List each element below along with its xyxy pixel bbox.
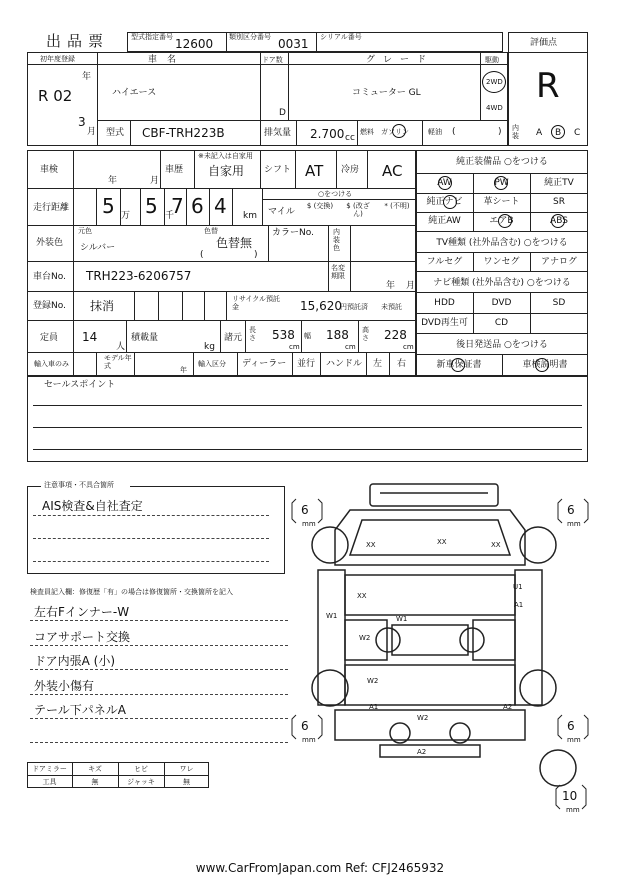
capacity-label: 定員 (40, 333, 59, 343)
navi-cd: CD (494, 318, 509, 328)
inspector-label: 検査員記入欄：修復歴「有」の場合は修復箇所・交換箇所を記入 (30, 588, 233, 596)
color-label: 外装色 (36, 238, 64, 248)
interior-b: B (555, 128, 562, 138)
recycle-unpaid: 未預託 (381, 303, 402, 311)
tire-depth-rr: 6 (567, 719, 575, 733)
shift-label: シフト (264, 165, 292, 175)
fuel-other-close: ) (498, 127, 502, 137)
usage-note: ※未記入は自家用 (198, 152, 253, 160)
vehicle-type: CBF-TRH223B (142, 126, 225, 140)
tire-fl-mm: mm (302, 520, 316, 528)
load-kg: kg (204, 342, 215, 352)
shaken-month-unit: 月 (150, 176, 160, 186)
note-line-1: AIS検査&自社査定 (42, 499, 143, 513)
interior-a: A (536, 128, 543, 138)
inspector-line-3: ドア内張A (小) (34, 654, 116, 668)
import-kind-label: 輸入区分 (198, 360, 226, 368)
legend-v-3: ジャッキ (127, 778, 155, 786)
handle-left: 左 (373, 359, 383, 369)
mileage-digit-4: 6 (191, 194, 204, 218)
shaken-label: 車検 (40, 165, 59, 175)
mark-bumper-a2: A2 (417, 748, 427, 756)
month-unit: 月 (87, 127, 97, 137)
notes-title: 注意事項・不具合箇所 (44, 481, 114, 489)
inspector-line-1: 左右Fインナー-W (34, 605, 130, 619)
import-parallel: 並行 (297, 359, 316, 369)
equipment-title: 純正装備品 ○をつける (456, 157, 548, 167)
name-change-label: 名変期限 (331, 264, 345, 280)
tire-fr-mm: mm (567, 520, 581, 528)
mileage-digit-1: 5 (102, 194, 115, 218)
later-warranty: 新車保証書 (436, 360, 482, 370)
displacement: 2.700 (310, 127, 345, 141)
equip-tv: 純正TV (544, 178, 574, 188)
shift: AT (305, 162, 324, 180)
handle-label: ハンドル (326, 359, 363, 369)
mark-hood: XX (437, 538, 447, 546)
model-code: 12600 (175, 37, 214, 51)
interior-color-label: 内装色 (333, 228, 340, 252)
mark-left-w2: W2 (359, 634, 371, 642)
navi-title: ナビ種類 (社外品含む) ○をつける (433, 278, 571, 288)
orig-color: シルバー (80, 243, 116, 253)
mark-center-w1: W1 (396, 615, 408, 623)
mileage-tampered: $ (改ざん) (346, 202, 370, 218)
class-code: 0031 (278, 37, 309, 51)
color-paren-open: ( (200, 250, 204, 260)
model-code-label: 型式指定番号 (131, 33, 173, 41)
name-change-year-unit: 年 (386, 281, 396, 291)
fuel-other-open: ( (452, 127, 456, 137)
later-title: 後日発送品 ○をつける (456, 340, 548, 350)
shaken-year-unit: 年 (108, 176, 118, 186)
tire-depth-rl: 6 (301, 719, 309, 733)
mark-left-rear-w2: W2 (367, 677, 379, 685)
tv-analog: アナログ (540, 257, 577, 267)
color-no-label: カラーNo. (272, 228, 314, 238)
color-change: 色替無 (216, 236, 253, 250)
width-cm: cm (345, 343, 356, 351)
first-reg-label: 初年度登録 (40, 55, 75, 63)
mileage-exchange: $ (交換) (306, 202, 334, 210)
import-dealer: ディーラー (242, 359, 287, 369)
car-name: ハイエース (112, 88, 157, 98)
mark-rear-w2: W2 (417, 714, 429, 722)
chassis-label: 車台No. (33, 272, 66, 282)
inspector-line-5: テール下パネルA (34, 703, 126, 717)
equip-abs: ABS (550, 216, 568, 226)
recycle-unit: 円預託済 (340, 303, 368, 311)
drive-label: 駆動 (485, 56, 499, 64)
capacity: 14 (82, 330, 98, 344)
height: 228 (384, 328, 407, 342)
footer-watermark: www.CarFromJapan.com Ref: CFJ2465932 (195, 861, 445, 875)
color-paren-close: ) (254, 250, 258, 260)
mileage-label: 走行距離 (33, 203, 70, 213)
mark-left-w1: W1 (326, 612, 338, 620)
tire-depth-fl: 6 (301, 503, 309, 517)
height-cm: cm (403, 343, 414, 351)
mileage-unknown: * (不明) (384, 202, 410, 210)
mile-label: マイル (268, 207, 295, 217)
later-manual: 車検説明書 (522, 360, 568, 370)
width-label: 幅 (304, 332, 311, 340)
legend-h-3: ヒビ (134, 765, 148, 773)
mileage-sen: 千 (165, 211, 175, 221)
mark-right-a1: A1 (514, 601, 524, 609)
ac-label: 冷房 (341, 165, 360, 175)
legend-h-2: キズ (88, 765, 102, 773)
capacity-unit: 人 (116, 342, 126, 352)
height-label: 高さ (362, 326, 369, 342)
type-label: 型式 (106, 128, 125, 138)
equip-sr: SR (553, 197, 565, 207)
tire-depth-spare: 10 (562, 789, 578, 803)
model-year-label: モデル年式 (104, 354, 132, 370)
mileage-man: 万 (121, 211, 131, 221)
equip-aw: AW (437, 178, 452, 188)
mark-front-right: XX (491, 541, 501, 549)
recycle-amount: 15,620 (300, 299, 342, 313)
color-change-label: 色替 (204, 227, 218, 235)
handle-right: 右 (397, 359, 407, 369)
equip-navi: 純正ナビ (426, 197, 463, 207)
legend-h-1: ドアミラー (32, 765, 67, 773)
year-unit: 年 (82, 72, 92, 82)
usage: 自家用 (208, 164, 245, 178)
width: 188 (326, 328, 349, 342)
tv-oneseg: ワンセグ (483, 257, 520, 267)
usage-label: 車歴 (165, 165, 184, 175)
fuel-label: 燃料 (360, 128, 374, 136)
equip-aw2: 純正AW (428, 216, 461, 226)
length: 538 (272, 328, 295, 342)
drive-4wd: 4WD (486, 104, 503, 112)
score-label: 評価点 (530, 38, 558, 48)
fuel-gasoline: ガソリン (381, 128, 409, 136)
mark-left-rear-a1: A1 (369, 703, 379, 711)
interior-c: C (574, 128, 581, 138)
navi-dvd-play: DVD再生可 (421, 318, 468, 328)
mileage-circle-note: ○をつける (318, 190, 353, 198)
serial-label: シリアル番号 (320, 33, 362, 41)
legend-v-4: 無 (183, 778, 190, 786)
car-name-label: 車名 (148, 55, 187, 65)
length-cm: cm (289, 343, 300, 351)
form-title: 出品票 (46, 32, 110, 50)
score-value: R (536, 66, 560, 106)
tire-rr-mm: mm (567, 736, 581, 744)
load-label: 積載量 (131, 333, 159, 343)
navi-dvd: DVD (491, 298, 512, 308)
size-label: 諸元 (224, 333, 243, 343)
tv-title: TV種類 (社外品含む) ○をつける (436, 238, 568, 248)
grade-label: グレード (366, 55, 435, 65)
model-year-unit: 年 (180, 366, 187, 374)
mileage-digit-3: 7 (171, 194, 184, 218)
door-label: ドア数 (262, 56, 283, 64)
drive-2wd: 2WD (486, 78, 503, 86)
tv-fullseg: フルセグ (426, 257, 463, 267)
inspector-line-2: コアサポート交換 (34, 630, 131, 644)
first-reg-month: 3 (78, 115, 86, 129)
recycle-label: リサイクル預託金 (232, 295, 281, 311)
legend-v-1: 工具 (42, 778, 57, 786)
legend-h-4: ワレ (179, 765, 194, 773)
fuel-diesel: 軽油 (428, 128, 442, 136)
inspector-line-4: 外装小傷有 (34, 679, 95, 693)
orig-color-label: 元色 (78, 227, 92, 235)
mileage-digit-2: 5 (145, 194, 158, 218)
mark-left-front: XX (357, 592, 367, 600)
mileage-km: km (243, 211, 257, 221)
import-label: 輸入車のみ (34, 360, 69, 368)
legend-v-2: 無 (91, 778, 99, 786)
navi-hdd: HDD (434, 298, 455, 308)
equip-airbag: エアB (489, 216, 514, 226)
displacement-label: 排気量 (264, 128, 292, 138)
interior-label: 内装 (512, 124, 519, 140)
reg-no: 抹消 (90, 299, 115, 313)
name-change-month-unit: 月 (406, 281, 416, 291)
tire-rl-mm: mm (302, 736, 316, 744)
door-value: D (279, 108, 286, 118)
sales-point-label: セールスポイント (44, 380, 116, 390)
mark-right-u1: U1 (513, 583, 523, 591)
length-label: 長さ (249, 326, 256, 342)
chassis-number: TRH223-6206757 (86, 269, 192, 283)
reg-no-label: 登録No. (33, 301, 66, 311)
class-code-label: 類別区分番号 (229, 33, 271, 41)
mileage-digit-5: 4 (214, 194, 227, 218)
grade: コミューター GL (352, 88, 421, 98)
tire-spare-mm: mm (566, 806, 580, 814)
tire-depth-fr: 6 (567, 503, 575, 517)
mark-right-rear-a2: A2 (503, 703, 513, 711)
cc-unit: cc (345, 133, 355, 143)
ac: AC (382, 162, 403, 180)
equip-pw: PW (494, 178, 509, 188)
navi-sd: SD (552, 298, 566, 308)
equip-leather: 革シート (483, 197, 520, 207)
first-reg-era: R 02 (38, 87, 73, 105)
mark-front-left: XX (366, 541, 376, 549)
